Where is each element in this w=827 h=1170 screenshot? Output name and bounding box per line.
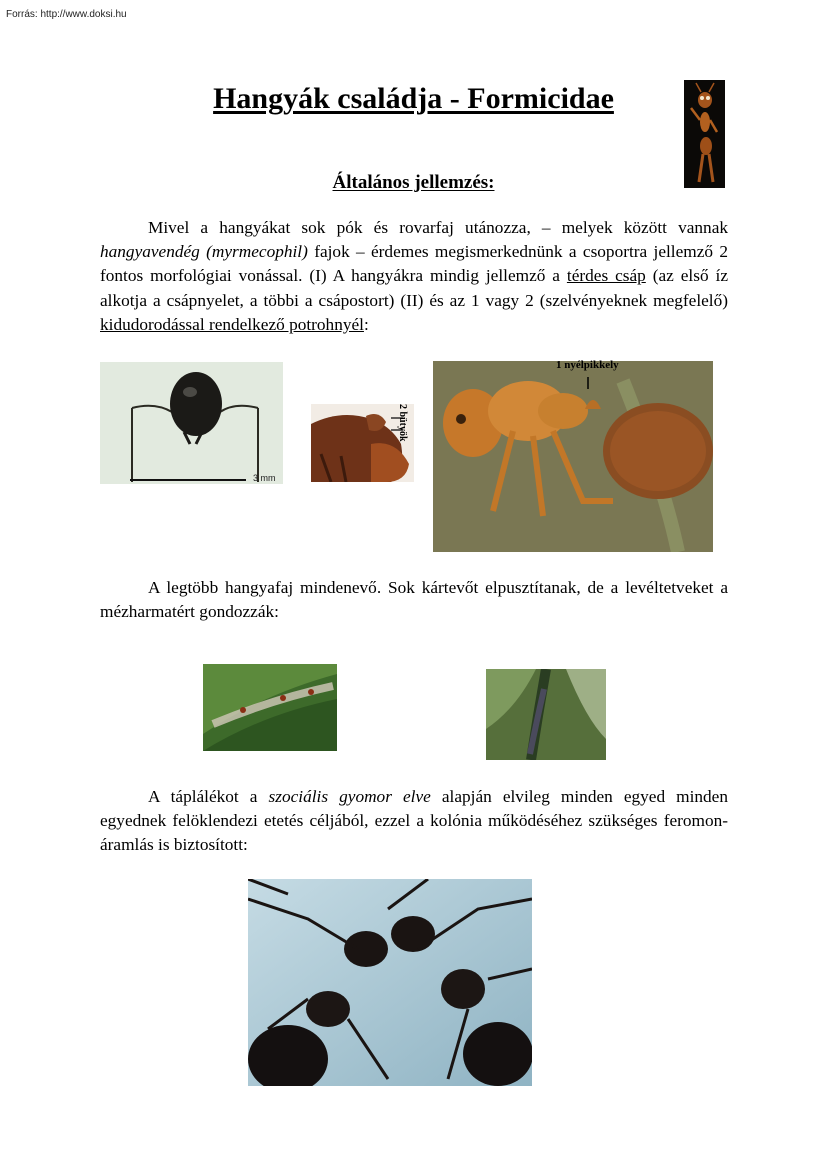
node-label: 1 nyélpikkely	[556, 359, 619, 371]
paragraph-morphology	[100, 216, 728, 337]
text-run: fajok – érdemes megismerkednünk a csoportra jellemző 2 fontos morfológiai vonással. (I) A hangyákra mindig jellemző a	[100, 242, 728, 286]
petiole-label: 2 bütyök	[397, 404, 408, 442]
section-heading: Általános jellemzés:	[332, 172, 495, 193]
ant-head-photo	[100, 362, 283, 484]
italic-term: szociális gyomor elve	[268, 787, 431, 806]
trophallaxis-photo	[248, 879, 532, 1086]
text-run: (az első íz alkotja a csápnyelet, a többi a csápostort) (II) és az 1 vagy 2 (szelvényeknek megfelelő)	[100, 266, 728, 310]
text-run: :	[363, 314, 369, 334]
underlined-term: térdes csáp	[566, 266, 646, 286]
aphid-colony-photo	[486, 669, 606, 760]
ant-side-photo	[433, 361, 713, 552]
scale-label: 3 mm	[253, 473, 276, 483]
paragraph-diet: A legtöbb hangyafaj mindenevő. Sok kártevőt elpusztítanak, de a levéltetveket a mézharmatért gondozzák:	[100, 578, 728, 622]
text-run: Mivel a hangyákat sok pók és rovarfaj utánozza, – melyek között vannak	[148, 218, 728, 237]
underlined-term: kidudorodással rendelkező potrohnyél	[100, 314, 364, 334]
italic-term: hangyavendég (myrmecophil)	[100, 242, 308, 262]
text-run: A táplálékot a	[148, 787, 269, 806]
source-watermark: Forrás: http://www.doksi.hu	[6, 9, 127, 20]
text-run: alapján elvileg minden egyed minden egyednek felöklendezi etetés céljából, ezzel a kolónia működéséhez szükséges feromon-áramlás is biztosított:	[100, 787, 728, 855]
page-title: Hangyák családja - Formicidae	[213, 82, 614, 115]
paragraph-social-stomach	[100, 785, 728, 858]
aphid-tending-photo	[203, 664, 337, 751]
